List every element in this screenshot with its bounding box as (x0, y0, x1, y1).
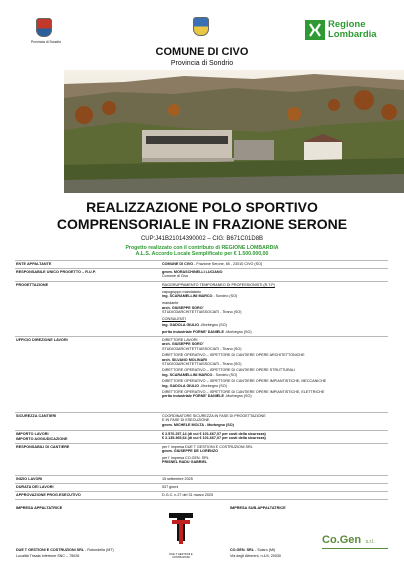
sic-name: geom. MICHELE MOLTA (162, 422, 204, 427)
prog-consulenti: CONSULENTI (162, 316, 186, 321)
province-label: Provincia di Sondrio (31, 40, 62, 44)
dl-scaramellini: ing. SCARAMELLINI MARCO (162, 372, 213, 377)
province-crest-icon (36, 18, 52, 37)
contractor-logo (163, 510, 199, 559)
appr-value: D.G.C. n.27 del 31 marzo 2025 (162, 493, 214, 497)
imp-value2: € 2.135.365,64 (di cui € 101.667,07 per costi della sicurezza) (162, 436, 266, 441)
rup-value (162, 270, 392, 279)
table-divider (15, 336, 388, 337)
ente-label: ENTE APPALTANTE (16, 262, 52, 266)
dl-scaramellini-row (162, 373, 392, 377)
dl-op4: DIRETTORE OPERATIVO – ISPETTORE DI CANTIERE OPERE IMPIANTISTICHE, ELETTRICHE (162, 390, 325, 395)
dl-gadola-row (162, 384, 392, 388)
prog-rtp: RAGGRUPPAMENTO TEMPORANEO DI PROFESSIONISTI (R.T.P) (162, 283, 275, 287)
contractor-company: DUE T GESTIONI E COSTRUZIONI SRL (16, 548, 85, 552)
sic-line2: E IN FASE DI ESECUZIONE (162, 418, 210, 423)
prog-scaramellini-row (162, 294, 392, 298)
prog-sgro: arch. GIUSEPPE SGRO' (162, 305, 204, 310)
prog-scaramellini-loc: - Sondrio (SO) (212, 294, 238, 299)
municipality-title: COMUNE DI CIVO (155, 46, 249, 58)
subcontractor-block (230, 506, 400, 566)
prog-capogruppo: capogruppo mandatario (162, 289, 201, 294)
contractor-city: - Rotondella (MT) (84, 548, 114, 552)
contractor-company-row (16, 548, 114, 552)
ente-name: COMUNE DI CIVO (162, 262, 194, 266)
province-subtitle: Provincia di Sondrio (170, 60, 234, 67)
dl-gadola-loc: -Morbegno (SO) (199, 383, 227, 388)
region-logo-icon (305, 20, 325, 40)
prog-forne-loc: -Morbegno (SO) (223, 329, 252, 334)
resp-name2: PRISNEL RADU GABRIEL (162, 460, 208, 465)
sic-name-row (162, 423, 392, 427)
prog-sgro-org: STUDIO3ARCHITETTIASSOCIATI - Tirano (SO) (162, 310, 242, 315)
subcontractor-city: - Sclaro (MI) (253, 548, 276, 552)
dl-op3: DIRETTORE OPERATIVO – ISPETTORE DI CANTIERE OPERE IMPIANTISTICHE, MECCANICHE (162, 379, 327, 384)
ente-address: - Frazione Serone, 65 - 23010 CIVO (SO) (193, 262, 263, 266)
subcontractor-company: CO.GEN. SRL (230, 548, 254, 552)
inizio-value: 15 settembre 2025 (162, 477, 193, 481)
project-codes: CUP:J41B21014390002 – CIG: B671C01D8B (140, 236, 264, 242)
contractor-label: IMPRESA APPALTATRICE (16, 506, 63, 510)
project-title-line2: COMPRENSORIALE IN FRAZIONE SERONE (56, 216, 348, 232)
dl-sgro-org: STUDIO3ARCHITETTIASSOCIATI - Tirano (SO) (162, 346, 242, 351)
rup-name: geom. MORASCHINELLI LUCIANO (162, 270, 223, 274)
dl-forne-row (162, 394, 392, 398)
dl-title: DIRETTORE LAVORI (162, 338, 198, 342)
dl-gadola: ing. GADOLA GIULIO (162, 383, 200, 388)
table-divider (15, 281, 388, 282)
imp-value (162, 432, 392, 441)
prog-mandante: mandante (162, 301, 179, 306)
rup-org: Comune di Civo (162, 274, 189, 279)
ente-value (162, 262, 392, 266)
imp-label2: IMPORTO AGGIUDICAZIONE (16, 436, 68, 441)
table-divider (15, 475, 388, 476)
contractor-logo-text: DUE T GESTIONI E COSTRUZIONI (169, 553, 193, 559)
table-divider (15, 491, 388, 492)
resp-line1: per l' impresa DUE T GESTIONI E COSTRUZIONI SRL (162, 445, 253, 449)
prog-label: PROGETTAZIONE (16, 283, 49, 287)
sic-value (162, 414, 392, 427)
appr-label: APPROVAZIONE PROG.ESECUTIVO (16, 493, 81, 497)
province-crest (31, 18, 61, 44)
project-title-line1: REALIZZAZIONE POLO SPORTIVO (86, 199, 318, 215)
region-logo (305, 20, 387, 42)
dl-value (162, 338, 392, 399)
sic-loc: - Morbegno (SO) (203, 422, 234, 427)
table-divider (15, 443, 388, 444)
prog-scaramellini: ing. SCARAMELLINI MARCO (162, 294, 213, 299)
resp-label: RESPONSABILI DI CANTIERE (16, 445, 70, 449)
subcontractor-label: IMPRESA SUB-APPALTATRICE (230, 506, 286, 510)
dl-forne-loc: -Morbegno (SO) (223, 394, 252, 399)
contractor-block (16, 506, 206, 566)
prog-forne: perito industriale FORNE' DANIELE (162, 329, 224, 334)
prog-forne-row (162, 330, 392, 334)
prog-value (162, 283, 392, 334)
inizio-label: INIZIO LAVORI (16, 477, 43, 481)
project-rendering-image (64, 70, 404, 193)
resp-value (162, 445, 392, 465)
subcontractor-logo (322, 530, 388, 549)
prog-gadola-row (162, 323, 392, 327)
dl-label: UFFICIO DIREZIONE LAVORI (16, 338, 68, 342)
table-divider (15, 260, 388, 261)
subcontractor-logo-main: Co.Gen (322, 534, 362, 546)
funding-line2: A.L.S. Accordo Locale Semplificato per € 1.500.000,00 (135, 251, 269, 257)
dl-scaramellini-loc: - Sondrio (SO) (212, 372, 238, 377)
table-divider (15, 412, 388, 413)
prog-gadola: ing. GADOLA GIULIO (162, 323, 200, 328)
funding-line1: Progetto realizzato con il contributo di REGIONE LOMBARDIA (125, 245, 279, 251)
durata-value: 537 giorni (162, 485, 179, 489)
resp-line2: per l' impresa CO.GEN. SRL (162, 455, 209, 460)
table-divider (15, 483, 388, 484)
imp-label1: IMPORTO LAVORI (16, 432, 49, 436)
dl-op2: DIRETTORE OPERATIVO – ISPETTORE DI CANTIERE OPERE STRUTTURALI (162, 368, 296, 373)
table-divider (15, 499, 388, 500)
dl-sgro: arch. GIUSEPPE SGRO' (162, 342, 204, 347)
durata-label: DURATA DEI LAVORI (16, 485, 54, 489)
dl-molinari: arch. SILVANO MOLINARI (162, 357, 207, 362)
region-name-line2: Lombardia (328, 29, 377, 40)
imp-value1: € 2.570.257,14 (di cui € 101.667,07 per costi della sicurezza) (162, 432, 266, 436)
dl-forne: perito industriale FORNE' DANIELE (162, 394, 224, 399)
municipality-crest (193, 17, 209, 36)
subcontractor-company-row (230, 548, 275, 552)
table-divider (15, 268, 388, 269)
sic-label: SICUREZZA CANTIERI (16, 414, 57, 418)
dl-molinari-org: STUDIO3ARCHITETTIASSOCIATI - Tirano (SO) (162, 362, 242, 367)
resp-name1: geom. GIUSEPPE DE LORENZO (162, 449, 218, 454)
sic-line1: COORDINATORE SICUREZZA IN FASE DI PROGETTAZIONE (162, 414, 266, 418)
subcontractor-logo-suffix: s.r.l. (365, 539, 375, 545)
contractor-logo-icon (163, 510, 199, 548)
contractor-address: Località Trisaia Infertone SNC – 75026 (16, 554, 80, 558)
region-name-line1: Regione (328, 19, 366, 30)
rup-label: RESPONSABILE UNICO PROGETTO – R.U.P. (16, 270, 96, 274)
dl-op1: DIRETTORE OPERATIVO – ISPETTORE DI CANTIERE OPERE ARCHITETTONICHE (162, 353, 305, 358)
prog-gadola-loc: -Morbegno (SO) (199, 323, 227, 328)
table-divider (15, 430, 388, 431)
subcontractor-address: Via degli Albereni, n.4/4, 20030 (230, 554, 281, 558)
municipality-crest-icon (193, 17, 209, 36)
